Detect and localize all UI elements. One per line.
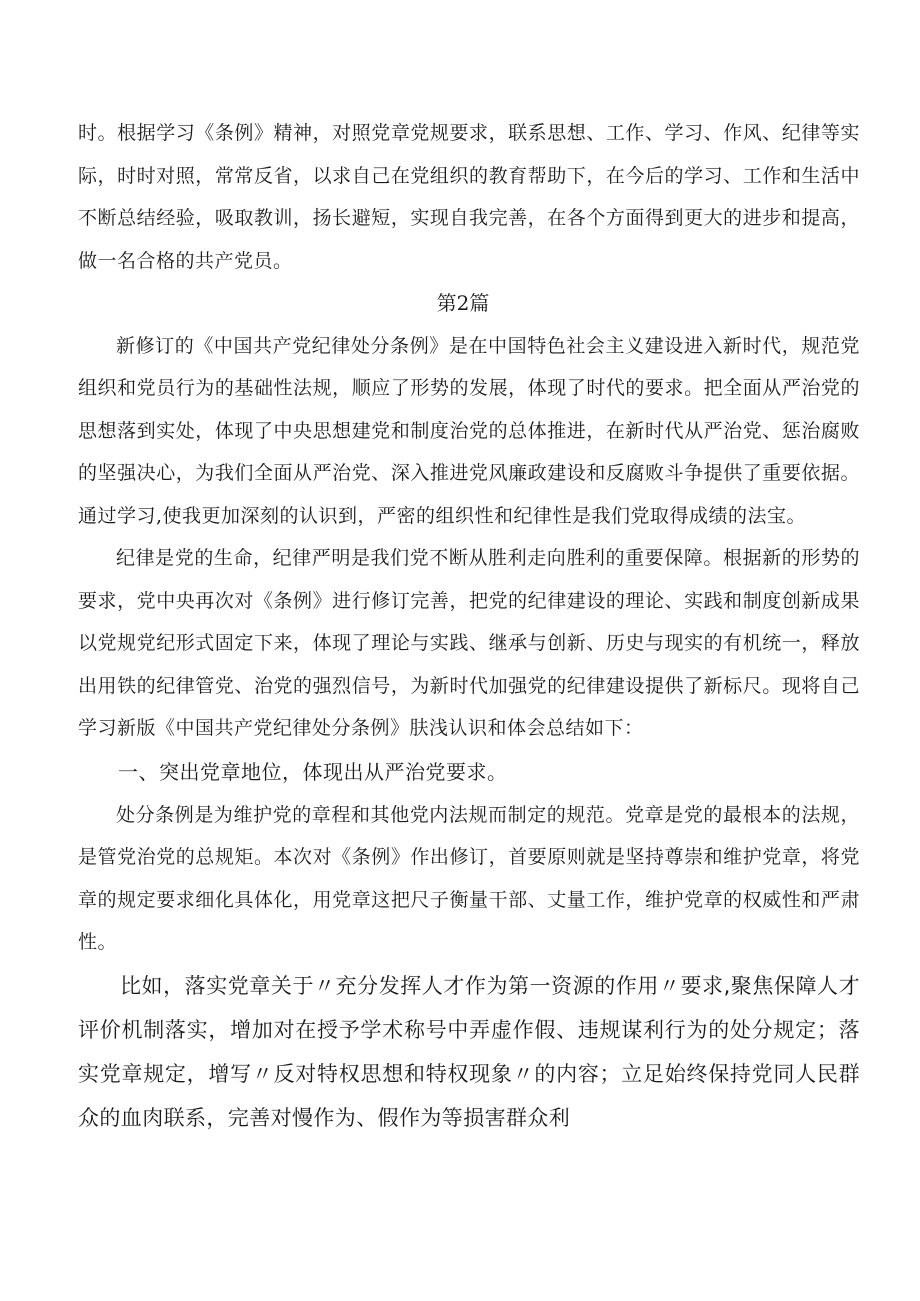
paragraph-intro: 新修订的《中国共产党纪律处分条例》是在中国特色社会主义建设进入新时代，规范党组织和党员行为的基础性法规，顺应了形势的发展，体现了时代的要求。把全面从严治党的思想落到实处，体现了中央思想建党和制度治党的总体推进，在新时代从严治党、惩治腐败的坚强决心，为我们全面从严治党、深入推进党风廉政建设和反腐败斗争提供了重要依据。通过学习,使我更加深刻的认识到，严密的组织性和纪律性是我们党取得成绩的法宝。 [78,334,860,527]
section-heading-1: 一、突出党章地位，体现出从严治党要求。 [118,759,508,784]
paragraph-party-constitution: 处分条例是为维护党的章程和其他党内法规而制定的规范。党章是党的最根本的法规，是管党治党的总规矩。本次对《条例》作出修订，首要原则就是坚持尊崇和维护党章，将党章的规定要求细化具体化，用党章这把尺子衡量干部、丈量工作，维护党章的权威性和严肃性。 [78,803,860,953]
chapter-heading: 第2篇 [436,291,490,315]
paragraph-discipline: 纪律是党的生命，纪律严明是我们党不断从胜利走向胜利的重要保障。根据新的形势的要求，党中央再次对《条例》进行修订完善，把党的纪律建设的理论、实践和制度创新成果以党规党纪形式固定下来，体现了理论与实践、继承与创新、历史与现实的有机统一，释放出用铁的纪律管党、治党的强烈信号，为新时代加强党的纪律建设提供了新标尺。现将自己学习新版《中国共产党纪律处分条例》肤浅认识和体会总结如下： [78,547,860,739]
paragraph-continuation: 时。根据学习《条例》精神，对照党章党规要求，联系思想、工作、学习、作风、纪律等实际，时时对照，常常反省，以求自己在党组织的教育帮助下，在今后的学习、工作和生活中不断总结经验，吸取教训，扬长避短，实现自我完善，在各个方面得到更大的进步和提高，做一名合格的共产党员。 [78,122,860,272]
paragraph-example: 比如，落实党章关于〃充分发挥人才作为第一资源的作用〃要求,聚焦保障人才评价机制落实，增加对在授予学术称号中弄虚作假、违规谋利行为的处分规定；落实党章规定，增写〃反对特权思想和特权现象〃的内容；立足始终保持党同人民群众的血肉联系，完善对慢作为、假作为等损害群众利 [78,973,860,1130]
